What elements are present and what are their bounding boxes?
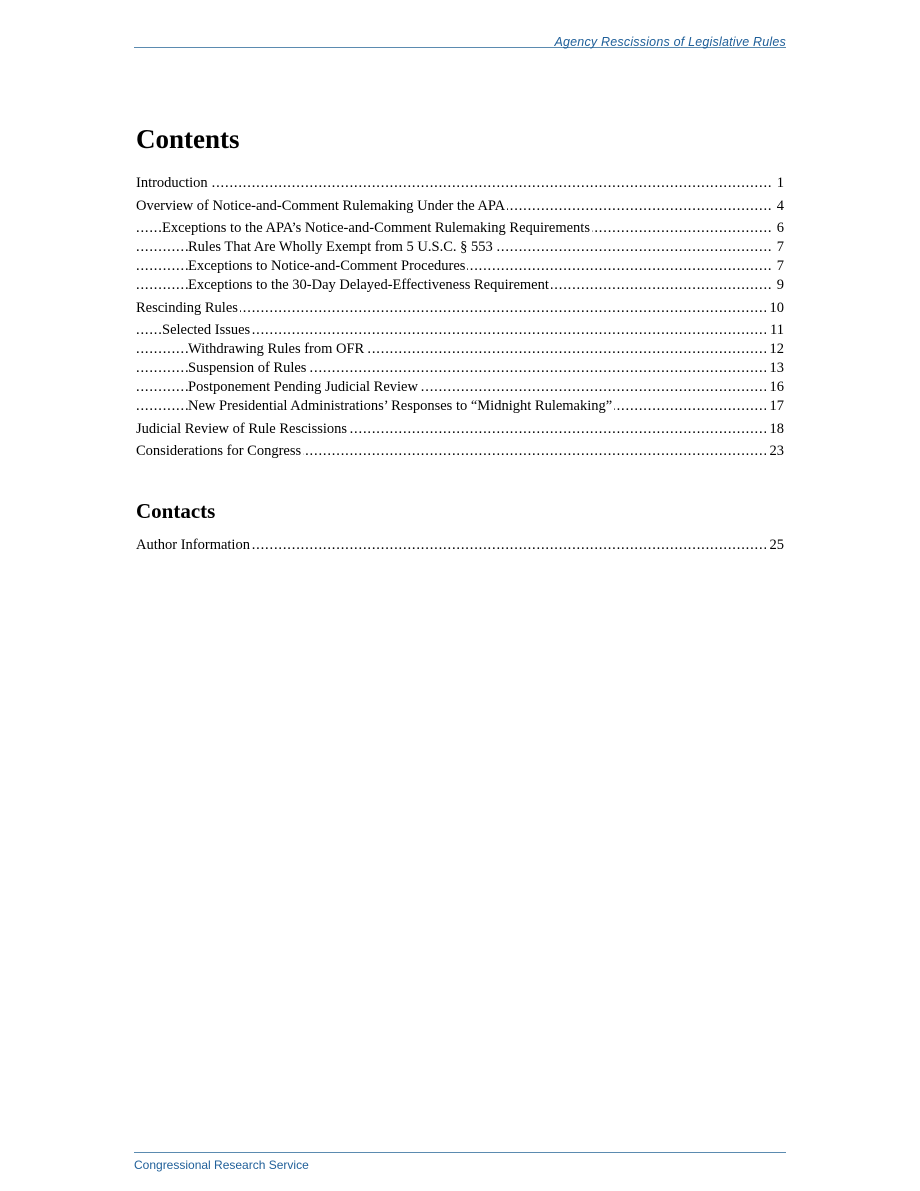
toc-entry-judicial-review[interactable] <box>136 420 784 438</box>
toc-entry-text: Suspension of Rules <box>188 360 307 376</box>
toc-entry-text: Withdrawing Rules from OFR <box>188 341 365 357</box>
toc-entry-wholly-exempt[interactable] <box>136 238 784 256</box>
toc-entry-page: 9 <box>773 276 784 294</box>
toc-entry-text: Considerations for Congress <box>136 443 302 459</box>
toc-entry-text: Judicial Review of Rule Rescissions <box>136 420 348 437</box>
toc-entry-page: 1 <box>773 174 784 192</box>
toc-list <box>136 174 784 460</box>
toc-entry-considerations[interactable] <box>136 442 784 460</box>
toc-entry-page: 11 <box>766 321 784 339</box>
toc-entry-page: 25 <box>766 536 785 554</box>
contacts-list <box>136 536 784 554</box>
toc-entry-page: 16 <box>766 378 785 396</box>
toc-entry-text: New Presidential Administrations’ Responses to “Midnight Rulemaking” <box>188 398 613 414</box>
toc-entry-page: 18 <box>766 420 785 438</box>
toc-entry-postponement[interactable] <box>136 378 784 396</box>
toc-entry-author-information[interactable] <box>136 536 784 554</box>
toc-title: Contents <box>136 124 240 154</box>
toc-entry-text: Selected Issues <box>162 322 251 338</box>
toc-entry-exceptions-procedures[interactable] <box>136 257 784 275</box>
toc-entry-exceptions-delayed-effectiveness[interactable] <box>136 276 784 294</box>
running-header <box>134 30 786 48</box>
toc-entry-text: Postponement Pending Judicial Review <box>188 379 418 395</box>
running-footer-text: Congressional Research Service <box>134 1158 309 1172</box>
toc-entry-text: Rescinding Rules <box>136 299 238 316</box>
toc-entry-text: Exceptions to Notice-and-Comment Procedures <box>188 258 466 274</box>
toc-entry-page: 7 <box>773 257 784 275</box>
toc-entry-selected-issues[interactable] <box>136 321 784 339</box>
contacts-title: Contacts <box>136 499 216 523</box>
toc-entry-withdrawing-rules[interactable] <box>136 340 784 358</box>
toc-entry-text: Overview of Notice-and-Comment Rulemaking Under the APA <box>136 197 506 214</box>
toc-entry-page: 10 <box>766 299 785 317</box>
toc-entry-text: Exceptions to the 30-Day Delayed-Effectiveness Requirement <box>188 277 549 293</box>
running-header-title: Agency Rescissions of Legislative Rules <box>554 35 786 49</box>
toc-entry-page: 7 <box>773 238 784 256</box>
toc-entry-page: 4 <box>773 197 784 215</box>
toc-entry-midnight-rulemaking[interactable] <box>136 397 784 415</box>
toc-entry-page: 6 <box>773 219 784 237</box>
toc-entry-page: 13 <box>766 359 785 377</box>
toc-entry-overview[interactable] <box>136 197 784 215</box>
toc-entry-rescinding-rules[interactable] <box>136 299 784 317</box>
toc-entry-text: Exceptions to the APA’s Notice-and-Comment Rulemaking Requirements <box>162 220 590 236</box>
toc-entry-text: Rules That Are Wholly Exempt from 5 U.S.C. § 553 <box>188 239 493 255</box>
toc-entry-introduction[interactable] <box>136 174 784 192</box>
toc-entry-text: Author Information <box>136 537 250 553</box>
running-footer <box>134 1152 786 1174</box>
toc-entry-page: 23 <box>766 442 785 460</box>
toc-entry-page: 12 <box>766 340 785 358</box>
toc-entry-text: Introduction <box>136 175 208 191</box>
toc-entry-suspension-of-rules[interactable] <box>136 359 784 377</box>
toc-entry-page: 17 <box>766 397 785 415</box>
toc-entry-exceptions-requirements[interactable] <box>136 219 784 237</box>
